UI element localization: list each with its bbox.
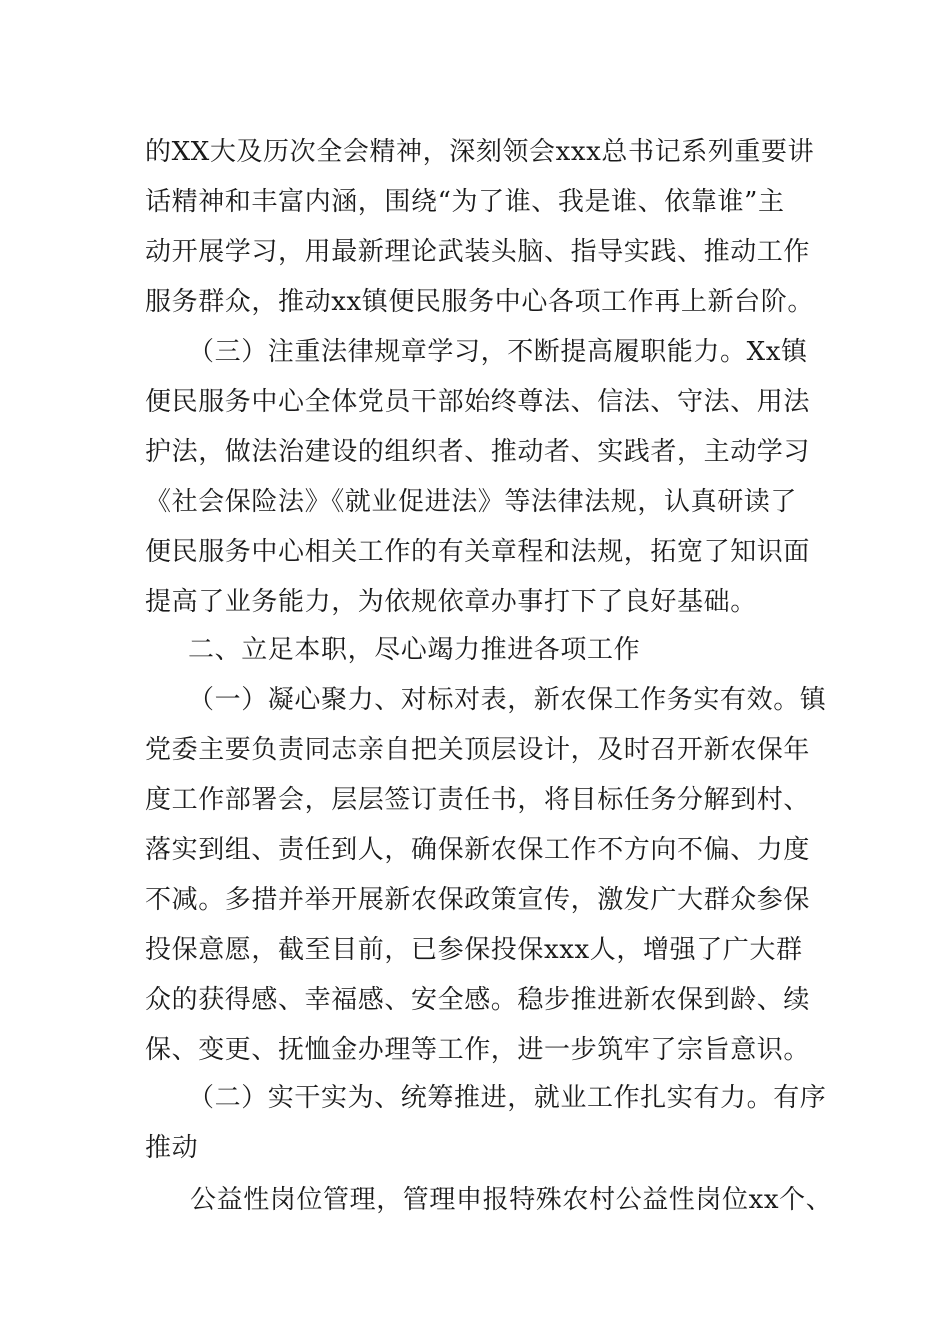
section-heading-three: （三）注重法律规章学习，不断提高履职能力。Xx镇	[188, 337, 808, 367]
body-line: 公益性岗位管理，管理申报特殊农村公益性岗位xx个、	[190, 1185, 833, 1215]
body-line: 保、变更、抚恤金办理等工作，进一步筑牢了宗旨意识。	[145, 1035, 811, 1065]
body-line: 推动	[145, 1133, 199, 1163]
body-line: 党委主要负责同志亲自把关顶层设计，及时召开新农保年	[145, 735, 811, 765]
body-line: 投保意愿，截至目前，已参保投保xxx人，增强了广大群	[145, 935, 803, 965]
body-line: 度工作部署会，层层签订责任书，将目标任务分解到村、	[145, 785, 811, 815]
body-line: 众的获得感、幸福感、安全感。稳步推进新农保到龄、续	[145, 985, 811, 1015]
body-line: 便民服务中心相关工作的有关章程和法规，拓宽了知识面	[145, 537, 811, 567]
body-line: 落实到组、责任到人，确保新农保工作不方向不偏、力度	[145, 835, 811, 865]
body-line: 服务群众，推动xx镇便民服务中心各项工作再上新台阶。	[145, 287, 814, 317]
body-line: 不减。多措并举开展新农保政策宣传，激发广大群众参保	[145, 885, 811, 915]
body-line: 《社会保险法》《就业促进法》等法律法规，认真研读了	[145, 487, 798, 517]
body-line: 的XX大及历次全会精神，深刻领会xxx总书记系列重要讲	[145, 137, 815, 167]
body-line: 动开展学习，用最新理论武装头脑、指导实践、推动工作	[145, 237, 811, 267]
body-line: 护法，做法治建设的组织者、推动者、实践者，主动学习	[145, 437, 811, 467]
subsection-heading-two: （二）实干实为、统筹推进，就业工作扎实有力。有序	[188, 1083, 827, 1113]
subsection-heading-one: （一）凝心聚力、对标对表，新农保工作务实有效。镇	[188, 685, 827, 715]
body-line: 话精神和丰富内涵，围绕“为了谁、我是谁、依靠谁”主	[145, 187, 785, 217]
body-line: 提高了业务能力，为依规依章办事打下了良好基础。	[145, 587, 757, 617]
section-heading-two: 二、立足本职，尽心竭力推进各项工作	[188, 635, 641, 665]
body-line: 便民服务中心全体党员干部始终尊法、信法、守法、用法	[145, 387, 811, 417]
